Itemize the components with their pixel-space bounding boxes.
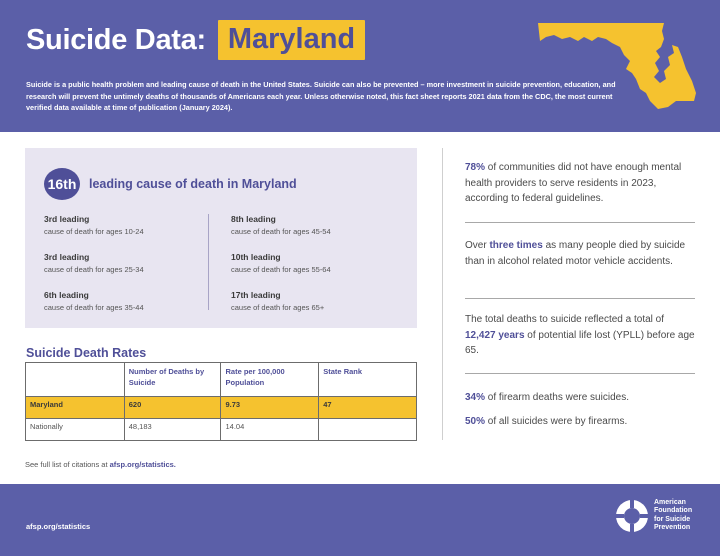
rank-column-right [231,214,331,328]
org-name-line: American [654,499,686,506]
rank-item-lead: 10th leading [231,252,281,262]
rank-item-desc: cause of death for ages 35-44 [44,303,144,312]
footer-url-link[interactable]: afsp.org/statistics [26,522,91,531]
rank-divider [208,214,209,310]
stat-highlight: 78% [465,162,486,173]
stat-divider [465,298,695,299]
table-header-cell: Number of Deaths by Suicide [124,363,221,397]
page-title [26,20,365,60]
stat-highlight: three times [489,240,543,251]
table-cell: 47 [319,397,417,419]
stat-highlight: 12,427 years [465,329,525,341]
rank-item-lead: 17th leading [231,290,281,300]
rank-item-desc: cause of death for ages 45-54 [231,227,331,236]
rank-item-lead: 8th leading [231,214,276,224]
rank-item-lead: 3rd leading [44,252,90,262]
rank-item-lead: 6th leading [44,290,89,300]
table-cell: Maryland [26,397,125,419]
table-cell: Nationally [26,419,125,441]
stat-text: of firearm deaths were suicides. [485,392,629,403]
rates-table-title: Suicide Death Rates [26,346,147,360]
table-cell: 9.73 [221,397,319,419]
stat-ypll [465,312,695,359]
table-row-maryland [26,397,417,419]
stat-text: Over [465,240,490,251]
rank-item-desc: cause of death for ages 25-34 [44,265,144,274]
table-row-national [26,419,417,441]
table-header-cell: State Rank [319,363,417,397]
rank-headline: leading cause of death in Maryland [89,177,297,191]
rank-item [44,214,144,252]
footnote-text: See full list of citations at [25,460,110,469]
state-name-badge: Maryland [218,20,365,60]
rank-item [44,290,144,328]
stat-firearm-deaths [465,390,695,406]
org-name-line: for Suicide [654,515,691,523]
org-name-line: Prevention [654,524,691,532]
org-name-line: Foundation [654,507,693,515]
stat-text: of potential life lost (YPLL) before age 65. [465,329,695,356]
footer-band [0,484,720,556]
title-text: Suicide Data: [26,23,206,56]
header-band [0,0,720,132]
intro-paragraph: Suicide is a public health problem and leading cause of death in the United States. Suicide can also be prevented – more investment in suicide prevention, education, and research will prevent the untimely deaths of thousands of Americans each year. Unless otherwise noted, this fact sheet reports 2021 data from the CDC, the most current verified data available at time of publication (January 2024). [26,80,616,112]
rates-table [25,362,417,441]
rank-item-desc: cause of death for ages 65+ [231,303,325,312]
rank-item-lead: 3rd leading [44,214,90,224]
table-header-cell [26,363,125,397]
afsp-wordmark [654,499,692,533]
column-divider [442,148,443,440]
stat-firearm-suicides [465,414,695,430]
rank-item [231,290,331,328]
ranking-panel [25,148,417,328]
rank-badge: 16th [44,168,80,200]
table-cell: 48,183 [124,419,221,441]
table-cell: 14.04 [221,419,319,441]
rank-column-left [44,214,144,328]
stat-text: The total deaths to suicide reflected a total of [465,314,665,325]
table-header-row [26,363,417,397]
rank-item-desc: cause of death for ages 55-64 [231,265,331,274]
stat-text: of communities did not have enough mental health providers to serve residents in 2023, according to federal guidelines. [465,162,682,204]
stat-highlight: 34% [465,392,486,403]
table-header-cell: Rate per 100,000 Population [221,363,319,397]
rank-item [231,214,331,252]
citations-link[interactable]: afsp.org/statistics. [109,460,176,469]
stat-text: of all suicides were by firearms. [485,416,628,427]
table-cell [319,419,417,441]
afsp-lifebuoy-logo-icon [614,498,650,534]
stat-divider [465,222,695,223]
stat-highlight: 50% [465,416,486,427]
stat-providers [465,160,695,207]
rank-item [231,252,331,290]
citation-footnote [25,460,176,469]
rank-item-desc: cause of death for ages 10-24 [44,227,144,236]
table-cell: 620 [124,397,221,419]
rank-item [44,252,144,290]
stat-text: as many people died by suicide than in alcohol related motor vehicle accidents. [465,240,686,267]
stat-alcohol [465,238,695,269]
stat-divider [465,373,695,374]
